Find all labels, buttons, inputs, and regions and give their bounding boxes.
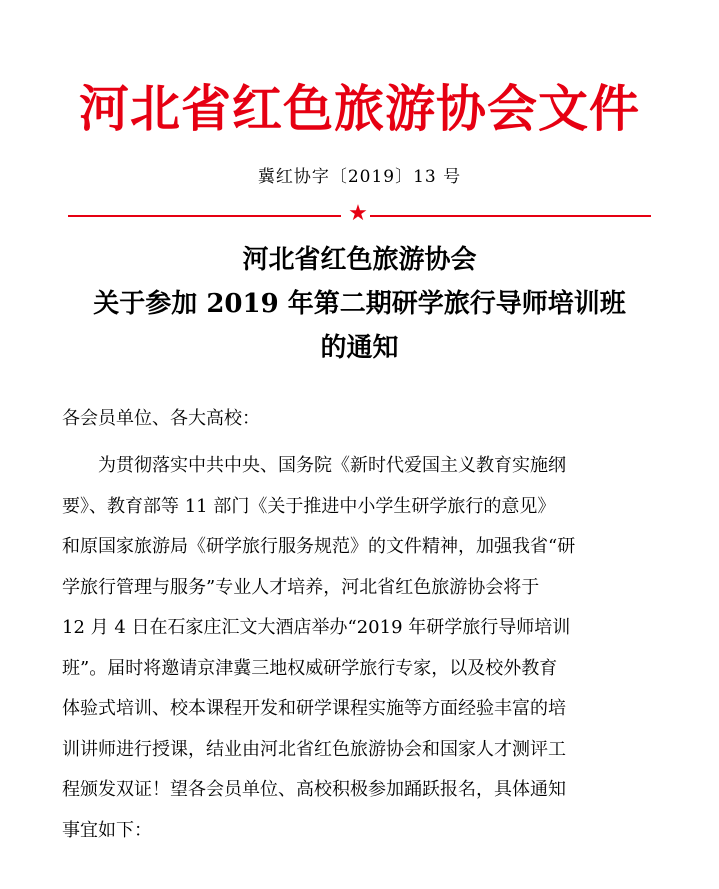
notice-title bbox=[0, 238, 719, 370]
body-paragraph bbox=[62, 446, 662, 851]
body-line: 和原国家旅游局《研学旅行服务规范》的文件精神，加强我省“研 bbox=[62, 536, 576, 557]
body-line: 训讲师进行授课，结业由河北省红色旅游协会和国家人才测评工 bbox=[62, 738, 566, 760]
salutation: 各会员单位、各大高校： bbox=[62, 408, 260, 429]
divider-line-left bbox=[68, 215, 341, 217]
notice-title-line-2: 关于参加 2019 年第二期研学旅行导师培训班 bbox=[93, 289, 626, 319]
body-line: 事宜如下： bbox=[62, 819, 152, 841]
body-line: 12 月 4 日在石家庄汇文大酒店举办“2019 年研学旅行导师培训 bbox=[62, 617, 571, 638]
notice-title-line-3: 的通知 bbox=[320, 333, 399, 363]
divider-line-right bbox=[370, 215, 651, 217]
star-icon: ★ bbox=[348, 201, 368, 226]
body-line: 学旅行管理与服务”专业人才培养，河北省红色旅游协会将于 bbox=[62, 576, 540, 598]
body-line: 班”。届时将邀请京津冀三地权威研学旅行专家，以及校外教育 bbox=[62, 657, 558, 679]
body-line: 体验式培训、校本课程开发和研学课程实施等方面经验丰富的培 bbox=[62, 698, 566, 719]
notice-title-line-1: 河北省红色旅游协会 bbox=[242, 245, 477, 275]
body-line: 程颁发双证！望各会员单位、高校积极参加踊跃报名，具体通知 bbox=[62, 779, 566, 800]
org-header-title: 河北省红色旅游协会文件 bbox=[79, 79, 640, 138]
body-line: 要》、教育部等 11 部门《关于推进中小学生研学旅行的意见》 bbox=[62, 495, 556, 517]
document-number: 冀红协字〔2019〕13 号 bbox=[257, 167, 462, 187]
red-divider bbox=[68, 201, 651, 227]
body-line: 为贯彻落实中共中央、国务院《新时代爱国主义教育实施纲 bbox=[98, 455, 566, 476]
